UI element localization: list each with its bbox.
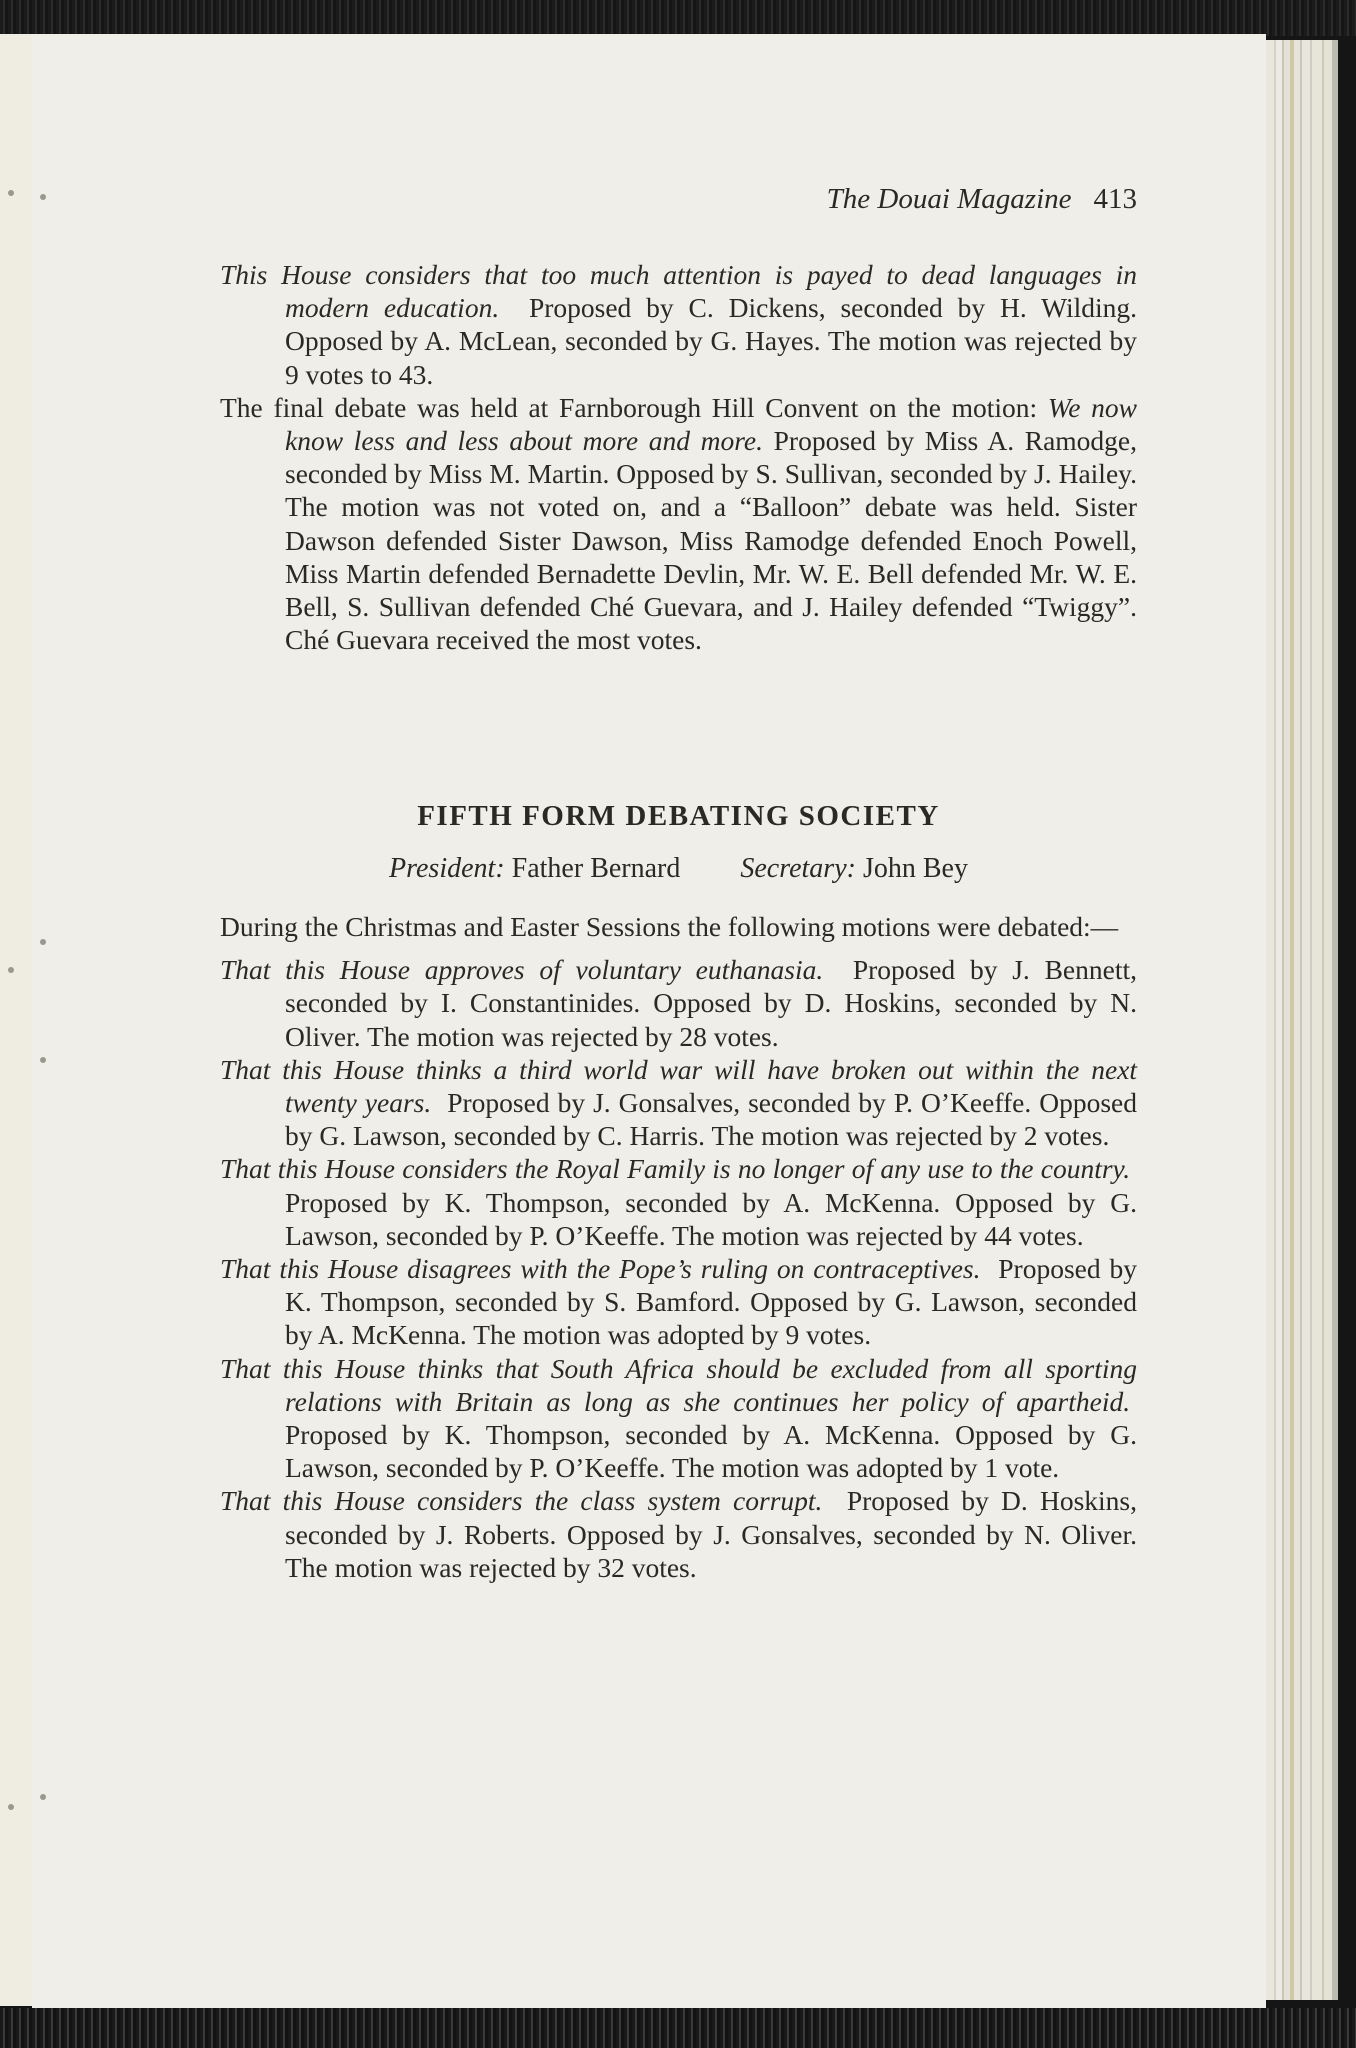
president-label: President: [389, 853, 505, 884]
magazine-title: The Douai Magazine [826, 183, 1072, 215]
motion-entry [220, 258, 1137, 391]
book-cover-bottom [0, 2008, 1356, 2048]
motion-title: That this House thinks a third world war will have broken out within the next twenty years. [220, 1053, 1137, 1119]
motion-details: Proposed by J. Gonsalves, seconded by P. O’Keeffe. Opposed by G. Lawson, seconded by C. Harris. The motion was rejected by 2 votes. [285, 1087, 1137, 1152]
final-debate-motion: We now know less and less about more and more. [285, 391, 1138, 457]
motion-title: This House considers that too much attention is payed to dead languages in modern education. [220, 259, 1137, 324]
motion-entry [220, 1484, 1137, 1584]
section-heading: FIFTH FORM DEBATING SOCIETY [417, 800, 940, 832]
prior-section-text [220, 258, 1137, 656]
motion-entry [220, 1352, 1137, 1485]
final-debate-details: Proposed by Miss A. Ramodge, seconded by Miss M. Martin. Opposed by S. Sullivan, seconded by J. Hailey. The motion was not voted on, and a “Balloon” debate was held. Sister Dawson defended Sister Dawson, Miss Ramodge defended Enoch Powell, Miss Martin defended Bernadette Devlin, Mr. W. E. Bell defended Mr. W. E. Bell, S. Sullivan defended Ché Guevara, and J. Hailey defended “Twiggy”. Ché Guevara received the most votes. [285, 425, 1138, 656]
binding-hole [8, 967, 14, 973]
binding-hole [40, 1057, 46, 1063]
motion-details: Proposed by D. Hoskins, seconded by J. Roberts. Opposed by J. Gonsalves, seconded by N. Oliver. The motion was rejected by 32 votes. [285, 1485, 1137, 1583]
motion-list [220, 953, 1137, 1584]
motion-entry [220, 953, 1137, 1053]
secretary-name: John Bey [862, 853, 968, 884]
motion-title: That this House thinks that South Africa should be excluded from all sporting relations with Britain as long as she continues her policy of apartheid. [220, 1352, 1137, 1417]
motion-entry [220, 1252, 1137, 1352]
section-body [220, 910, 1137, 1584]
final-debate-lead: The final debate was held at Farnborough Hill Convent on the motion: [220, 391, 1038, 423]
motion-details: Proposed by C. Dickens, seconded by H. Wilding. Opposed by A. McLean, seconded by G. Hayes. The motion was rejected by 9 votes to 43. [285, 292, 1137, 390]
book-cover-top [0, 0, 1356, 36]
running-header [0, 183, 1137, 216]
president-name: Father Bernard [511, 853, 681, 884]
motion-entry [220, 1053, 1137, 1153]
society-officers [220, 853, 1137, 885]
binding-hole [40, 939, 46, 945]
motion-details: Proposed by K. Thompson, seconded by A. McKenna. Opposed by G. Lawson, seconded by P. O’Keeffe. The motion was rejected by 44 votes. [285, 1186, 1137, 1251]
motion-entry [220, 1152, 1137, 1252]
page-stack-edge [1266, 40, 1338, 2000]
binding-hole [40, 1794, 46, 1800]
motion-details: Proposed by J. Bennett, seconded by I. Constantinides. Opposed by D. Hoskins, seconded by N. Oliver. The motion was rejected by 28 votes. [285, 954, 1137, 1052]
motion-details: Proposed by K. Thompson, seconded by A. McKenna. Opposed by G. Lawson, seconded by P. O’Keeffe. The motion was adopted by 1 vote. [285, 1419, 1137, 1484]
motion-title: That this House considers the Royal Family is no longer of any use to the country. [220, 1153, 1131, 1185]
motion-details: Proposed by K. Thompson, seconded by S. Bamford. Opposed by G. Lawson, seconded by A. McKenna. The motion was adopted by 9 votes. [285, 1253, 1137, 1351]
section-intro: During the Christmas and Easter Sessions the following motions were debated:— [220, 911, 1119, 942]
motion-title: That this House disagrees with the Pope’s ruling on contraceptives. [220, 1253, 981, 1285]
final-debate-entry [220, 391, 1137, 657]
page-number: 413 [1093, 183, 1137, 215]
facing-page-edge [0, 34, 33, 2006]
motion-title: That this House considers the class system corrupt. [220, 1485, 823, 1517]
motion-title: That this House approves of voluntary euthanasia. [220, 954, 824, 986]
secretary-label: Secretary: [740, 853, 856, 884]
binding-hole [8, 1804, 14, 1810]
